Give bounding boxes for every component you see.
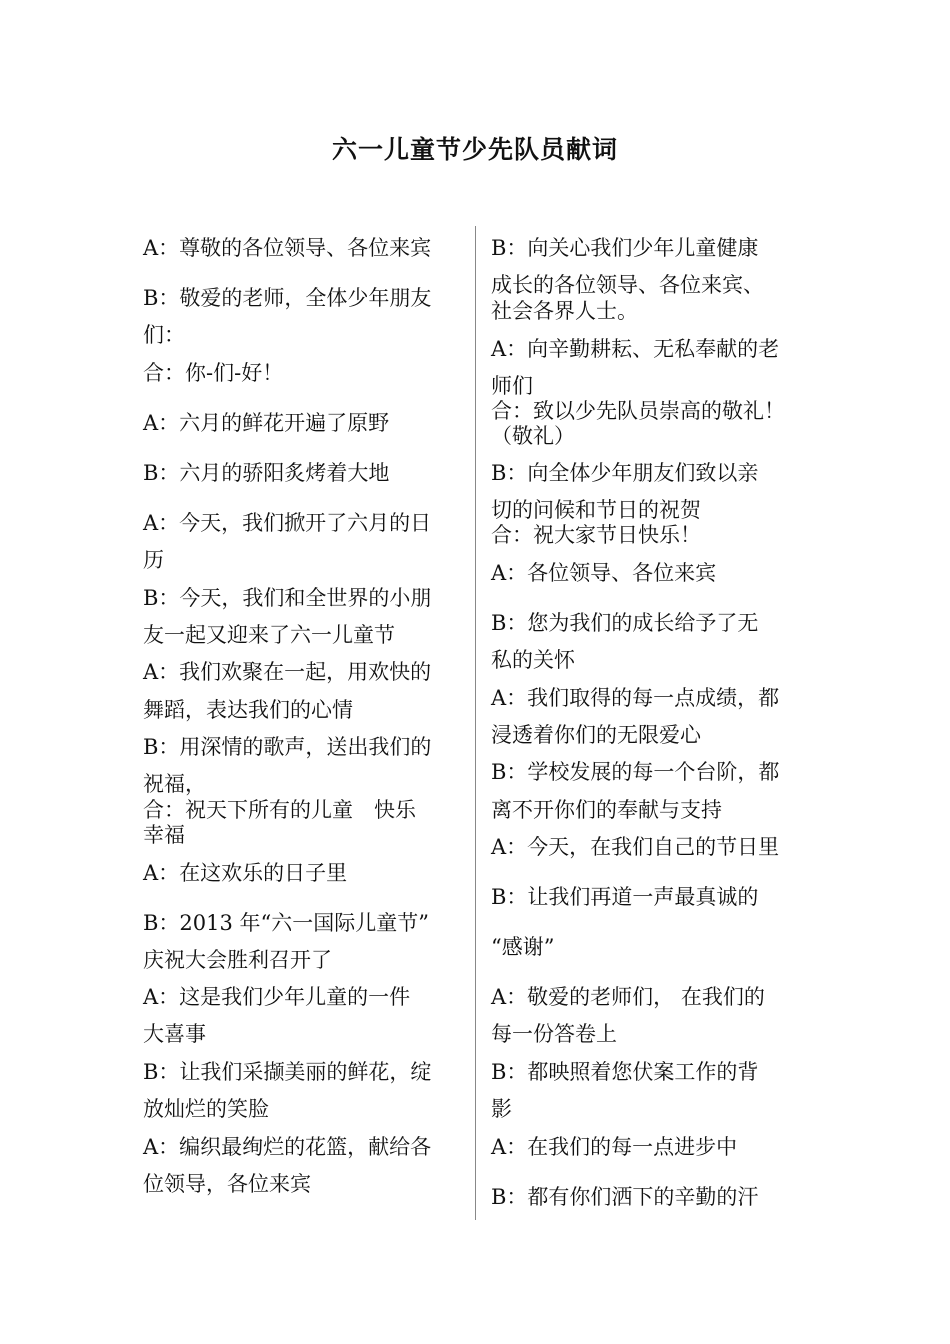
dialogue-line: A：我们欢聚在一起，用欢快的 [143, 660, 432, 684]
dialogue-line: B：用深情的歌声，送出我们的 [143, 735, 432, 759]
dialogue-line: 影 [491, 1097, 512, 1121]
dialogue-line: 合：你-们-好！ [143, 361, 284, 385]
dialogue-line: 浸透着你们的无限爱心 [491, 723, 701, 747]
dialogue-line: 庆祝大会胜利召开了 [143, 948, 332, 972]
dialogue-line: A：各位领导、各位来宾 [491, 561, 717, 585]
dialogue-line: 合：祝大家节日快乐！ [491, 523, 701, 547]
dialogue-line: 成长的各位领导、各位来宾、 [491, 273, 764, 297]
dialogue-line: 放灿烂的笑脸 [143, 1097, 269, 1121]
dialogue-line: B：学校发展的每一个台阶，都 [491, 760, 780, 784]
dialogue-line: B：您为我们的成长给予了无 [491, 611, 759, 635]
dialogue-line: A：今天，在我们自己的节日里 [491, 835, 780, 859]
dialogue-line: 舞蹈，表达我们的心情 [143, 698, 353, 722]
dialogue-line: 大喜事 [143, 1022, 206, 1046]
dialogue-line: 祝福， [143, 772, 206, 796]
dialogue-line: 友一起又迎来了六一儿童节 [143, 623, 395, 647]
dialogue-line: 历 [143, 548, 164, 572]
dialogue-line: 离不开你们的奉献与支持 [491, 798, 722, 822]
dialogue-line: 社会各界人士。 [491, 299, 638, 323]
dialogue-line: 私的关怀 [491, 648, 575, 672]
dialogue-line: B：向全体少年朋友们致以亲 [491, 461, 759, 485]
dialogue-line: A：尊敬的各位领导、各位来宾 [143, 236, 432, 260]
dialogue-line: （敬礼） [491, 424, 575, 448]
dialogue-line: B：敬爱的老师，全体少年朋友 [143, 286, 432, 310]
dialogue-line: 合：致以少先队员崇高的敬礼！ [491, 399, 785, 423]
dialogue-line: A：六月的鲜花开遍了原野 [143, 411, 390, 435]
dialogue-line: B：都有你们洒下的辛勤的汗 [491, 1185, 759, 1209]
dialogue-line: B：让我们采撷美丽的鲜花，绽 [143, 1060, 432, 1084]
dialogue-line: B：六月的骄阳炙烤着大地 [143, 461, 390, 485]
dialogue-line: A：编织最绚烂的花篮，献给各 [143, 1135, 432, 1159]
dialogue-line: B：向关心我们少年儿童健康 [491, 236, 759, 260]
dialogue-line: B：都映照着您伏案工作的背 [491, 1060, 759, 1084]
dialogue-line: “感谢” [491, 935, 555, 959]
dialogue-line: A：在这欢乐的日子里 [143, 861, 348, 885]
dialogue-line: A：这是我们少年儿童的一件 [143, 985, 411, 1009]
dialogue-line: 每一份答卷上 [491, 1022, 617, 1046]
dialogue-line: A：敬爱的老师们， 在我们的 [491, 985, 765, 1009]
dialogue-line: 切的问候和节日的祝贺 [491, 498, 701, 522]
dialogue-line: A：今天，我们掀开了六月的日 [143, 511, 432, 535]
dialogue-line: 合：祝天下所有的儿童 快乐 [143, 798, 416, 822]
dialogue-line: 位领导，各位来宾 [143, 1172, 311, 1196]
column-divider [475, 226, 476, 1220]
dialogue-line: 们： [143, 323, 185, 347]
dialogue-line: A：在我们的每一点进步中 [491, 1135, 738, 1159]
dialogue-line: 幸福 [143, 823, 185, 847]
dialogue-line: B：让我们再道一声最真诚的 [491, 885, 759, 909]
dialogue-line: A：向辛勤耕耘、无私奉献的老 [491, 337, 780, 361]
dialogue-line: A：我们取得的每一点成绩，都 [491, 686, 780, 710]
dialogue-line: 师们 [491, 374, 533, 398]
document-title: 六一儿童节少先队员献词 [331, 135, 618, 164]
dialogue-line: B：今天，我们和全世界的小朋 [143, 586, 432, 610]
dialogue-line: B：2013 年“六一国际儿童节” [143, 911, 430, 935]
